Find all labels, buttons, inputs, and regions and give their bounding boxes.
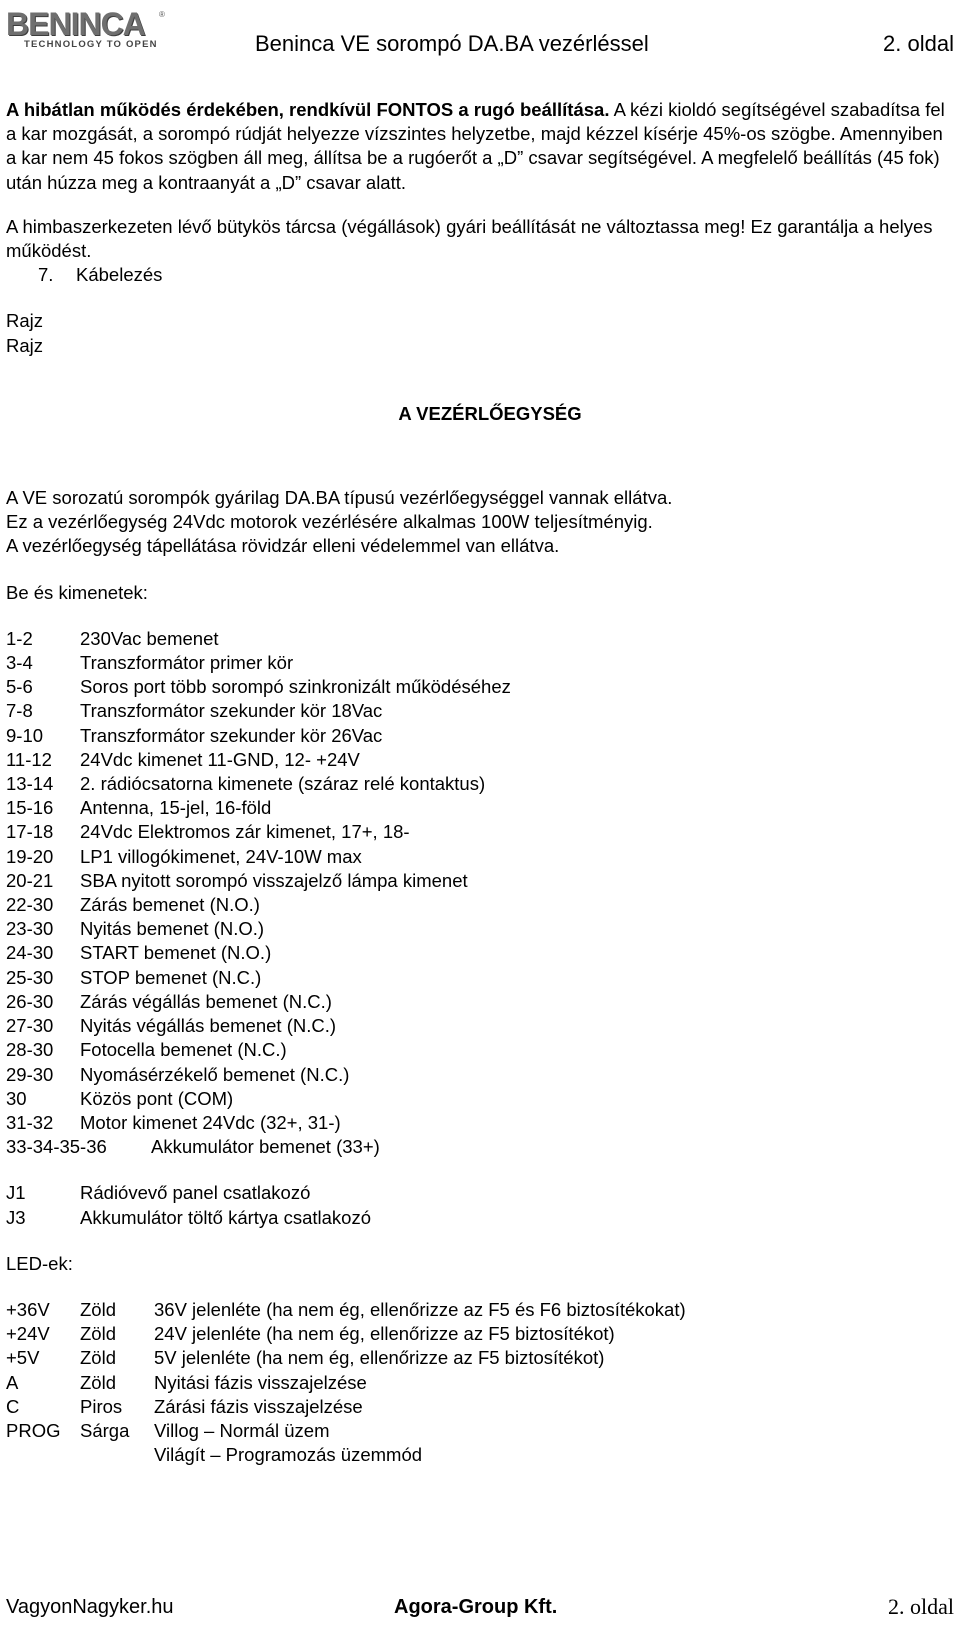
terminal-id: 26-30 <box>6 990 54 1012</box>
terminal-id: 33-34-35-36 <box>6 1136 107 1158</box>
led-name: A <box>6 1371 19 1393</box>
led-row <box>6 1298 954 1322</box>
led-list <box>6 1298 954 1467</box>
led-name: +36V <box>6 1298 50 1320</box>
terminal-id: 1-2 <box>6 627 33 649</box>
terminal-list <box>6 627 954 1159</box>
terminal-desc: Nyitás bemenet (N.O.) <box>80 918 265 940</box>
connector-desc: Akkumulátor töltő kártya csatlakozó <box>80 1206 371 1228</box>
connector-list <box>6 1181 954 1229</box>
terminal-row <box>6 699 954 723</box>
terminal-id: 11-12 <box>6 748 52 770</box>
terminal-desc: 24Vdc kimenet 11-GND, 12- +24V <box>80 748 360 770</box>
terminal-desc: Antenna, 15-jel, 16-föld <box>80 797 272 819</box>
connector-row <box>6 1181 954 1205</box>
terminal-row <box>6 820 954 844</box>
terminal-row <box>6 1063 954 1087</box>
terminal-id: 25-30 <box>6 966 54 988</box>
led-row <box>6 1322 954 1346</box>
footer-page-number: 2. oldal <box>888 1594 954 1619</box>
led-row <box>6 1346 954 1370</box>
terminal-id: 31-32 <box>6 1111 54 1133</box>
terminal-row <box>6 893 954 917</box>
terminal-row <box>6 675 954 699</box>
terminal-id: 9-10 <box>6 724 44 746</box>
led-row <box>6 1443 954 1467</box>
terminal-row <box>6 651 954 675</box>
terminal-id: 27-30 <box>6 1015 54 1037</box>
terminal-desc: 230Vac bemenet <box>80 627 219 649</box>
led-desc: 24V jelenléte (ha nem ég, ellenőrizze az F5 biztosítékot) <box>154 1323 615 1345</box>
terminal-id: 19-20 <box>6 845 54 867</box>
terminal-id: 3-4 <box>6 652 33 674</box>
logo-tagline: TECHNOLOGY TO OPEN <box>24 39 158 50</box>
footer-site: VagyonNagyker.hu <box>6 1596 174 1618</box>
terminal-desc: LP1 villogókimenet, 24V-10W max <box>80 845 362 867</box>
led-desc: 36V jelenléte (ha nem ég, ellenőrizze az F5 és F6 biztosítékokat) <box>154 1298 686 1320</box>
led-row <box>6 1371 954 1395</box>
terminal-row <box>6 796 954 820</box>
terminal-row <box>6 627 954 651</box>
led-color: Zöld <box>80 1371 116 1393</box>
led-desc: Villog – Normál üzem <box>154 1419 330 1441</box>
led-name: +5V <box>6 1347 40 1369</box>
terminal-desc: STOP bemenet (N.C.) <box>80 966 262 988</box>
logo-trademark: ® <box>159 10 165 19</box>
connector-row <box>6 1206 954 1230</box>
led-name: C <box>6 1395 20 1417</box>
led-name: PROG <box>6 1419 61 1441</box>
terminal-id: 17-18 <box>6 821 54 843</box>
terminal-row <box>6 748 954 772</box>
terminal-id: 23-30 <box>6 918 54 940</box>
terminal-row <box>6 1038 954 1062</box>
terminal-id: 29-30 <box>6 1063 54 1085</box>
document-title: Beninca VE sorompó DA.BA vezérléssel <box>255 31 649 56</box>
led-color <box>80 1443 154 1467</box>
logo-wordmark: BENINCA <box>6 6 145 42</box>
terminal-id: 7-8 <box>6 700 33 722</box>
terminal-desc: 24Vdc Elektromos zár kimenet, 17+, 18- <box>80 821 410 843</box>
terminal-id: 30 <box>6 1087 27 1109</box>
terminal-row <box>6 917 954 941</box>
led-desc: 5V jelenléte (ha nem ég, ellenőrizze az F5 biztosítékot) <box>154 1347 605 1369</box>
led-desc: Nyitási fázis visszajelzése <box>154 1371 367 1393</box>
terminal-row <box>6 1014 954 1038</box>
connector-desc: Rádióvevő panel csatlakozó <box>80 1182 311 1204</box>
terminal-desc: Transzformátor primer kör <box>80 652 294 674</box>
unit-desc-line: A VE sorozatú sorompók gyárilag DA.BA típusú vezérlőegységgel vannak ellátva. <box>6 487 673 509</box>
terminal-desc: Zárás bemenet (N.O.) <box>80 894 260 916</box>
intro-text: A kézi kioldó segítségével szabadítsa fel a kar mozgását, a sorompó rúdját helyezze vízszintes helyzetbe, majd kézzel kísérje 45%-os szögbe. Amennyiben a kar nem 45 fokos szögben áll meg, állítsa be a rugóerőt a „D” csavar segítségével. A megfelelő beállítás (45 fok) után húzza meg a kontraanyát a „D” csavar alatt. <box>6 99 945 193</box>
terminal-row <box>6 941 954 965</box>
page-header <box>0 0 960 70</box>
terminal-desc: Akkumulátor bemenet (33+) <box>151 1136 380 1158</box>
unit-desc-line: Ez a vezérlőegység 24Vdc motorok vezérlésére alkalmas 100W teljesítményig. <box>6 511 653 533</box>
terminal-row <box>6 869 954 893</box>
led-color: Zöld <box>80 1347 116 1369</box>
led-color: Zöld <box>80 1323 116 1345</box>
terminal-desc: Nyomásérzékelő bemenet (N.C.) <box>80 1063 350 1085</box>
drawing-placeholder: Rajz <box>6 310 44 332</box>
terminal-row <box>6 990 954 1014</box>
section-heading-7 <box>6 263 954 287</box>
led-row <box>6 1419 954 1443</box>
terminal-row <box>6 1087 954 1111</box>
footer-company: Agora-Group Kft. <box>394 1596 558 1618</box>
intro-bold-lead: A hibátlan működés érdekében, rendkívül FONTOS a rugó beállítása. <box>6 99 610 120</box>
document-body <box>6 98 954 1467</box>
terminal-desc: Közös pont (COM) <box>80 1087 234 1109</box>
terminal-id: 20-21 <box>6 869 54 891</box>
connector-id: J3 <box>6 1206 26 1228</box>
terminal-row <box>6 1111 954 1135</box>
terminal-desc: Fotocella bemenet (N.C.) <box>80 1039 287 1061</box>
led-row <box>6 1395 954 1419</box>
drawing-placeholder: Rajz <box>6 334 44 356</box>
connector-id: J1 <box>6 1182 26 1204</box>
section-number: 7. <box>38 264 54 286</box>
page-footer <box>0 1590 960 1626</box>
led-color: Zöld <box>80 1298 116 1320</box>
terminal-desc: Soros port több sorompó szinkronizált működéséhez <box>80 676 511 698</box>
terminal-desc: Motor kimenet 24Vdc (32+, 31-) <box>80 1111 341 1133</box>
terminal-desc: Transzformátor szekunder kör 26Vac <box>80 724 383 746</box>
terminal-desc: Transzformátor szekunder kör 18Vac <box>80 700 383 722</box>
header-page-number: 2. oldal <box>883 31 954 56</box>
terminal-id: 22-30 <box>6 894 54 916</box>
terminal-desc: 2. rádiócsatorna kimenete (száraz relé kontaktus) <box>80 773 486 795</box>
cam-note-paragraph: A himbaszerkezeten lévő bütykös tárcsa (végállások) gyári beállítását ne változtassa meg! Ez garantálja a helyes működést. <box>6 215 933 262</box>
unit-title: A VEZÉRLŐEGYSÉG <box>398 402 582 424</box>
led-heading: LED-ek: <box>6 1252 73 1274</box>
terminal-desc: Nyitás végállás bemenet (N.C.) <box>80 1015 337 1037</box>
led-name <box>6 1443 80 1467</box>
terminal-id: 24-30 <box>6 942 54 964</box>
intro-paragraph <box>6 98 954 195</box>
terminal-desc: Zárás végállás bemenet (N.C.) <box>80 990 332 1012</box>
beninca-logo <box>6 6 166 50</box>
led-desc: Zárási fázis visszajelzése <box>154 1395 363 1417</box>
io-heading: Be és kimenetek: <box>6 581 148 603</box>
terminal-id: 28-30 <box>6 1039 54 1061</box>
terminal-row <box>6 845 954 869</box>
terminal-id: 5-6 <box>6 676 33 698</box>
led-color: Sárga <box>80 1419 130 1441</box>
terminal-row <box>6 966 954 990</box>
terminal-desc: START bemenet (N.O.) <box>80 942 272 964</box>
terminal-row-battery <box>6 1135 954 1159</box>
led-desc: Világít – Programozás üzemmód <box>154 1444 423 1466</box>
terminal-row <box>6 724 954 748</box>
unit-desc-line: A vezérlőegység tápellátása rövidzár elleni védelemmel van ellátva. <box>6 535 560 557</box>
terminal-id: 13-14 <box>6 773 54 795</box>
section-title: Kábelezés <box>76 264 163 286</box>
terminal-row <box>6 772 954 796</box>
terminal-desc: SBA nyitott sorompó visszajelző lámpa kimenet <box>80 869 468 891</box>
led-color: Piros <box>80 1395 123 1417</box>
led-name: +24V <box>6 1323 50 1345</box>
terminal-id: 15-16 <box>6 797 54 819</box>
